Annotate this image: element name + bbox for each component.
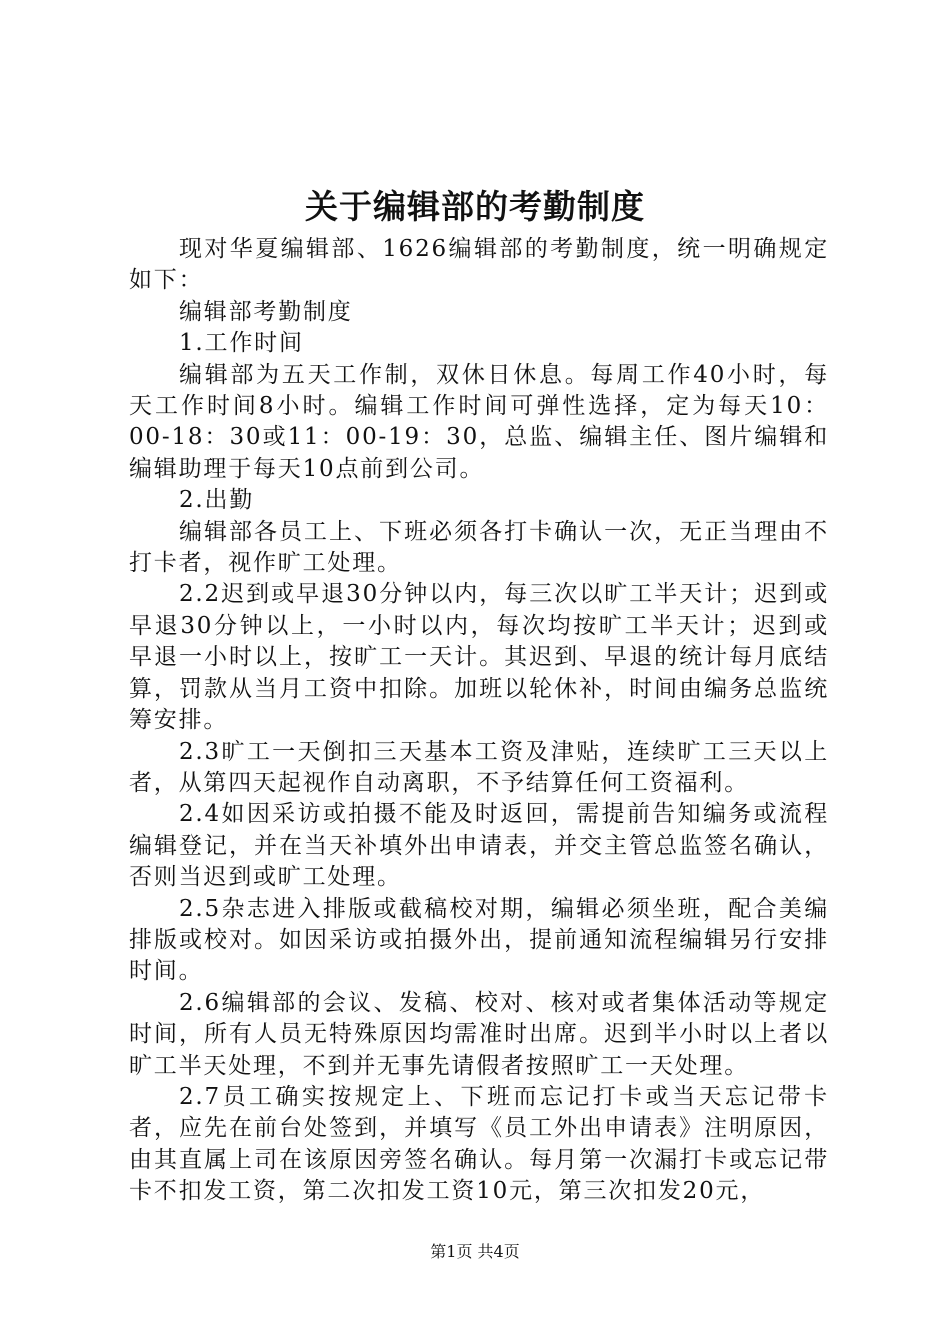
rule-2-5-paragraph: 2.5杂志进入排版或截稿校对期，编辑必须坐班，配合美编排版或校对。如因采访或拍摄外出，提前通知流程编辑另行安排时间。 [129, 895, 829, 985]
work-time-paragraph: 编辑部为五天工作制，双休日休息。每周工作40小时，每天工作时间8小时。编辑工作时间可弹性选择，定为每天10：00-18：30或11：00-19：30，总监、编辑主任、图片编辑和编辑助理于每天10点前到公司。 [129, 361, 829, 482]
page-number-footer: 第1页 共4页 [430, 1242, 520, 1261]
intro-paragraph: 现对华夏编辑部、1626编辑部的考勤制度，统一明确规定如下： [129, 236, 829, 294]
document-body [129, 234, 829, 1208]
attendance-paragraph: 编辑部各员工上、下班必须各打卡确认一次，无正当理由不打卡者，视作旷工处理。 [129, 518, 829, 577]
attendance-heading: 2.出勤 [179, 487, 255, 514]
document-title: 关于编辑部的考勤制度 [305, 187, 645, 226]
rule-2-2-paragraph: 2.2迟到或早退30分钟以内，每三次以旷工半天计；迟到或早退30分钟以上，一小时以内，每次均按旷工半天计；迟到或早退一小时以上，按旷工一天计。其迟到、早退的统计每月底结算，罚款从当月工资中扣除。加班以轮休补，时间由编务总监统筹安排。 [129, 581, 829, 734]
rule-2-6-paragraph: 2.6编辑部的会议、发稿、校对、核对或者集体活动等规定时间，所有人员无特殊原因均需准时出席。迟到半小时以上者以旷工半天处理，不到并无事先请假者按照旷工一天处理。 [129, 989, 829, 1079]
work-time-heading: 1.工作时间 [179, 330, 304, 357]
rule-2-3-paragraph: 2.3旷工一天倒扣三天基本工资及津贴，连续旷工三天以上者，从第四天起视作自动离职，不予结算任何工资福利。 [129, 738, 829, 796]
section-heading: 编辑部考勤制度 [179, 298, 353, 325]
rule-2-7-paragraph: 2.7员工确实按规定上、下班而忘记打卡或当天忘记带卡者，应先在前台处签到，并填写《员工外出申请表》注明原因，由其直属上司在该原因旁签名确认。每月第一次漏打卡或忘记带卡不扣发工资，第二次扣发工资10元，第三次扣发20元， [129, 1083, 829, 1205]
rule-2-4-paragraph: 2.4如因采访或拍摄不能及时返回，需提前告知编务或流程编辑登记，并在当天补填外出申请表，并交主管总监签名确认，否则当迟到或旷工处理。 [129, 801, 829, 891]
